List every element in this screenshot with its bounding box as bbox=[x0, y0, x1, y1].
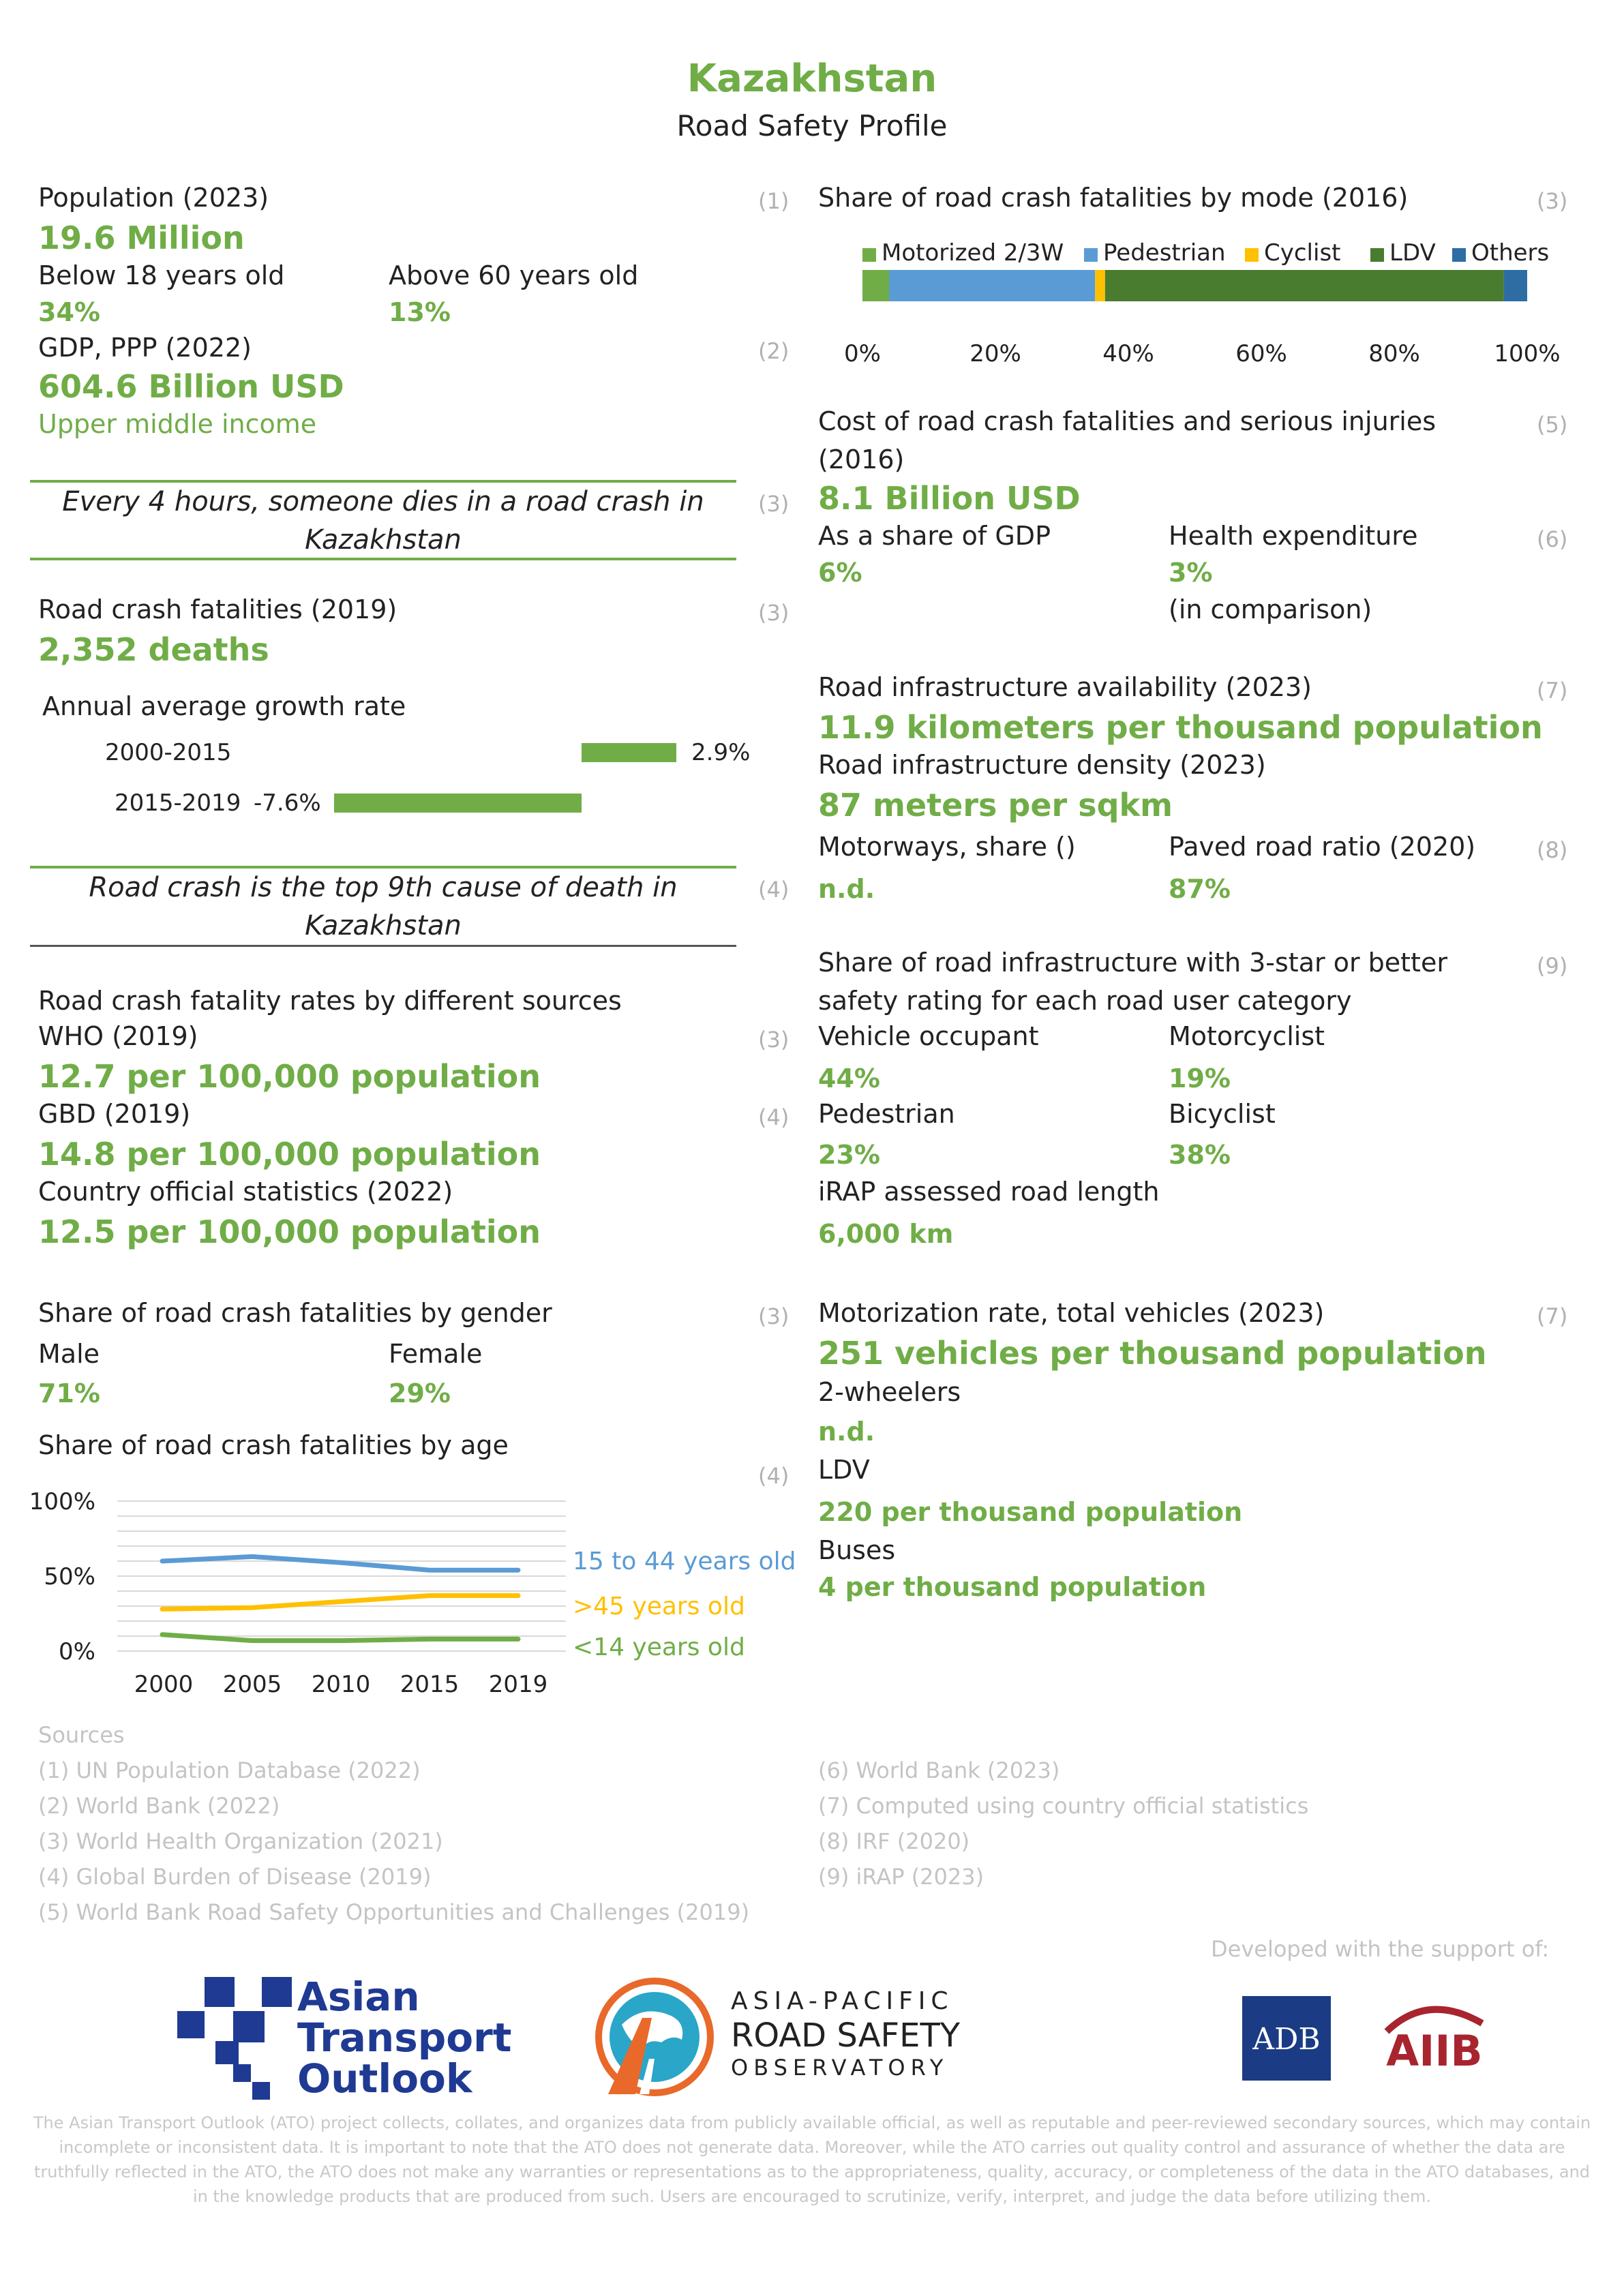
ato-logo-text: Outlook bbox=[297, 2055, 472, 2102]
pedestrian-value: 23% bbox=[818, 1140, 880, 1170]
source-item: (9) iRAP (2023) bbox=[818, 1864, 984, 1890]
banner-death-frequency: Every 4 hours, someone dies in a road crash in Kazakhstan bbox=[62, 486, 704, 556]
health-note: (in comparison) bbox=[1169, 594, 1372, 624]
health-value: 3% bbox=[1169, 558, 1213, 588]
y-tick-label: 50% bbox=[44, 1563, 95, 1590]
adb-logo bbox=[1242, 1996, 1331, 2081]
y-tick-label: 0% bbox=[59, 1638, 95, 1665]
source-item: (7) Computed using country official statistics bbox=[818, 1793, 1309, 1819]
source-item: (8) IRF (2020) bbox=[818, 1828, 970, 1854]
aiib-logo bbox=[1380, 1996, 1489, 2081]
gdp-ref: (2) bbox=[758, 338, 790, 364]
paved-value: 87% bbox=[1169, 874, 1231, 904]
gender-ref: (3) bbox=[758, 1303, 790, 1329]
income-group: Upper middle income bbox=[38, 409, 317, 439]
age-title: Share of road crash fatalities by age bbox=[38, 1430, 509, 1460]
growth-value-label: -7.6% bbox=[254, 789, 321, 817]
gdp-share-label: As a share of GDP bbox=[818, 521, 1051, 551]
buses-value: 4 per thousand population bbox=[818, 1572, 1207, 1602]
aprso-logo-text: ROAD SAFETY bbox=[731, 2016, 961, 2055]
y-tick-label: 100% bbox=[29, 1488, 95, 1515]
divider-line bbox=[30, 945, 736, 947]
mode-ref: (3) bbox=[1537, 188, 1568, 214]
pedestrian-label: Pedestrian bbox=[818, 1099, 955, 1129]
ldv-value: 220 per thousand population bbox=[818, 1497, 1243, 1527]
x-tick-label: 60% bbox=[1235, 340, 1287, 367]
x-tick-label: 2010 bbox=[311, 1671, 371, 1698]
bar-segment bbox=[862, 270, 889, 301]
growth-period-label: 2000-2015 bbox=[105, 739, 232, 766]
aprso-logo-text: OBSERVATORY bbox=[731, 2055, 949, 2081]
buses-label: Buses bbox=[818, 1535, 896, 1565]
health-ref: (6) bbox=[1537, 526, 1568, 552]
bar-segment bbox=[1105, 270, 1504, 301]
series-label: <14 years old bbox=[573, 1633, 745, 1661]
growth-bar bbox=[582, 743, 676, 762]
series-label: 15 to 44 years old bbox=[573, 1547, 796, 1575]
motorization-value: 251 vehicles per thousand population bbox=[818, 1335, 1487, 1372]
support-label: Developed with the support of: bbox=[1211, 1936, 1550, 1962]
x-tick-label: 2000 bbox=[134, 1671, 194, 1698]
x-tick-label: 80% bbox=[1368, 340, 1420, 367]
motorways-value: n.d. bbox=[818, 874, 875, 904]
fatalities-ref: (3) bbox=[758, 600, 790, 626]
above60-label: Above 60 years old bbox=[389, 260, 639, 290]
infra-avail-label: Road infrastructure availability (2023) bbox=[818, 672, 1312, 702]
gdp-label: GDP, PPP (2022) bbox=[38, 333, 252, 363]
banner-ref: (3) bbox=[758, 491, 790, 517]
legend-swatch bbox=[1370, 248, 1384, 262]
sources-title: Sources bbox=[38, 1722, 125, 1748]
aprso-logo bbox=[595, 1977, 1004, 2100]
divider-line bbox=[30, 558, 736, 560]
legend-swatch bbox=[862, 248, 876, 262]
infra-density-value: 87 meters per sqkm bbox=[818, 787, 1173, 824]
above60-value: 13% bbox=[389, 297, 451, 327]
source-item: (4) Global Burden of Disease (2019) bbox=[38, 1864, 432, 1890]
ato-logo-text: Transport bbox=[297, 2014, 512, 2061]
population-label: Population (2023) bbox=[38, 183, 269, 213]
infra-density-label: Road infrastructure density (2023) bbox=[818, 750, 1266, 780]
infra-avail-ref: (7) bbox=[1537, 678, 1568, 704]
population-value: 19.6 Million bbox=[38, 220, 245, 256]
bicyclist-label: Bicyclist bbox=[1169, 1099, 1276, 1129]
health-label: Health expenditure bbox=[1169, 521, 1418, 551]
page-title: Kazakhstan bbox=[687, 57, 937, 101]
disclaimer-text: The Asian Transport Outlook (ATO) project collects, collates, and organizes data from publicly available official, as well as reputable and peer-reviewed secondary sources, which may contain incomplete or inconsistent data. It is important to note that the ATO does not generate data. Moreover, while the ATO carries out quality control and assurance of whether the data are truthfully reflected in the ATO, the ATO does not make any warranties or representations as to the appropriateness, quality, accuracy, or completeness of the data in the ATO databases, and in the knowledge products that are produced from such. Users are encouraged to scrutinize, verify, interpret, and judge the data before utilizing them. bbox=[33, 2113, 1591, 2206]
legend-label: Pedestrian bbox=[1103, 239, 1226, 267]
who-label: WHO (2019) bbox=[38, 1021, 198, 1051]
growth-value-label: 2.9% bbox=[691, 739, 751, 766]
gbd-value: 14.8 per 100,000 population bbox=[38, 1136, 541, 1173]
population-ref: (1) bbox=[758, 188, 790, 214]
fatalities-value: 2,352 deaths bbox=[38, 631, 269, 668]
paved-label: Paved road ratio (2020) bbox=[1169, 832, 1476, 862]
bicyclist-value: 38% bbox=[1169, 1140, 1231, 1170]
source-item: (3) World Health Organization (2021) bbox=[38, 1828, 443, 1854]
gdp-value: 604.6 Billion USD bbox=[38, 368, 344, 405]
x-tick-label: 0% bbox=[844, 340, 881, 367]
cost-year: (2016) bbox=[818, 444, 905, 474]
irap-length-value: 6,000 km bbox=[818, 1219, 954, 1249]
motorcyclist-value: 19% bbox=[1169, 1063, 1231, 1093]
series-line bbox=[162, 1556, 518, 1570]
aprso-logo-text: ASIA-PACIFIC bbox=[731, 1987, 954, 2015]
x-tick-label: 2015 bbox=[400, 1671, 460, 1698]
vehicle-occupant-label: Vehicle occupant bbox=[818, 1021, 1039, 1051]
female-value: 29% bbox=[389, 1378, 451, 1408]
official-value: 12.5 per 100,000 population bbox=[38, 1213, 541, 1250]
fatalities-label: Road crash fatalities (2019) bbox=[38, 594, 397, 624]
growth-bar bbox=[334, 794, 582, 813]
globe-road-icon bbox=[595, 1977, 715, 2097]
source-item: (2) World Bank (2022) bbox=[38, 1793, 280, 1819]
bar-segment bbox=[1504, 270, 1527, 301]
banner-ref: (4) bbox=[758, 877, 790, 903]
source-item: (1) UN Population Database (2022) bbox=[38, 1757, 421, 1783]
legend-label: Cyclist bbox=[1264, 239, 1341, 267]
below18-value: 34% bbox=[38, 297, 100, 327]
page-subtitle: Road Safety Profile bbox=[676, 109, 948, 142]
legend-label: Motorized 2/3W bbox=[882, 239, 1064, 267]
legend-swatch bbox=[1084, 248, 1098, 262]
paved-ref: (8) bbox=[1537, 837, 1568, 863]
cost-ref: (5) bbox=[1537, 412, 1568, 438]
source-item: (6) World Bank (2023) bbox=[818, 1757, 1060, 1783]
motorization-ref: (7) bbox=[1537, 1303, 1568, 1329]
rates-title: Road crash fatality rates by different sources bbox=[38, 986, 622, 1016]
irap-ref: (9) bbox=[1537, 953, 1568, 979]
female-label: Female bbox=[389, 1339, 483, 1369]
growth-chart-title: Annual average growth rate bbox=[42, 691, 406, 721]
cost-value: 8.1 Billion USD bbox=[818, 480, 1081, 517]
x-tick-label: 40% bbox=[1102, 340, 1154, 367]
who-ref: (3) bbox=[758, 1027, 790, 1053]
source-item: (5) World Bank Road Safety Opportunities and Challenges (2019) bbox=[38, 1899, 750, 1925]
official-label: Country official statistics (2022) bbox=[38, 1177, 453, 1207]
legend-swatch bbox=[1452, 248, 1466, 262]
legend-swatch bbox=[1245, 248, 1259, 262]
age-line-chart bbox=[27, 1472, 818, 1704]
bar-segment bbox=[889, 270, 1095, 301]
age-ref: (4) bbox=[758, 1463, 790, 1489]
irap-length-label: iRAP assessed road length bbox=[818, 1177, 1160, 1207]
who-value: 12.7 per 100,000 population bbox=[38, 1058, 541, 1095]
infra-avail-value: 11.9 kilometers per thousand population bbox=[818, 709, 1543, 746]
adb-logo-text: ADB bbox=[1252, 2022, 1321, 2057]
banner-cause-of-death: Road crash is the top 9th cause of death in Kazakhstan bbox=[89, 872, 678, 941]
legend-label: LDV bbox=[1389, 239, 1436, 267]
ato-logo-text: Asian bbox=[297, 1974, 420, 2020]
male-value: 71% bbox=[38, 1378, 100, 1408]
legend-label: Others bbox=[1471, 239, 1550, 267]
series-line bbox=[162, 1596, 518, 1610]
x-tick-label: 2005 bbox=[222, 1671, 282, 1698]
series-label: >45 years old bbox=[573, 1592, 745, 1620]
irap-title: Share of road infrastructure with 3-star or better bbox=[818, 948, 1447, 978]
below18-label: Below 18 years old bbox=[38, 260, 285, 290]
gbd-ref: (4) bbox=[758, 1104, 790, 1130]
motorways-label: Motorways, share () bbox=[818, 832, 1076, 862]
motorcyclist-label: Motorcyclist bbox=[1169, 1021, 1325, 1051]
bar-segment bbox=[1095, 270, 1105, 301]
x-tick-label: 20% bbox=[969, 340, 1021, 367]
ato-logo-mark-icon bbox=[176, 1976, 292, 2101]
mode-title: Share of road crash fatalities by mode (2016) bbox=[818, 183, 1409, 213]
gdp-share-value: 6% bbox=[818, 558, 862, 588]
gender-title: Share of road crash fatalities by gender bbox=[38, 1298, 552, 1328]
x-tick-label: 100% bbox=[1494, 340, 1561, 367]
growth-period-label: 2015-2019 bbox=[115, 789, 241, 817]
two-wheelers-value: n.d. bbox=[818, 1417, 875, 1447]
mode-stacked-bar-chart bbox=[818, 232, 1568, 382]
gbd-label: GBD (2019) bbox=[38, 1099, 191, 1129]
two-wheelers-label: 2-wheelers bbox=[818, 1377, 961, 1407]
vehicle-occupant-value: 44% bbox=[818, 1063, 880, 1093]
ldv-label: LDV bbox=[818, 1455, 870, 1485]
aiib-logo-text: AIIB bbox=[1386, 2026, 1483, 2076]
ato-logo bbox=[176, 1976, 544, 2101]
cost-title: Cost of road crash fatalities and serious injuries bbox=[818, 406, 1437, 436]
motorization-title: Motorization rate, total vehicles (2023) bbox=[818, 1298, 1325, 1328]
irap-subtitle: safety rating for each road user category bbox=[818, 986, 1352, 1016]
x-tick-label: 2019 bbox=[488, 1671, 548, 1698]
male-label: Male bbox=[38, 1339, 100, 1369]
